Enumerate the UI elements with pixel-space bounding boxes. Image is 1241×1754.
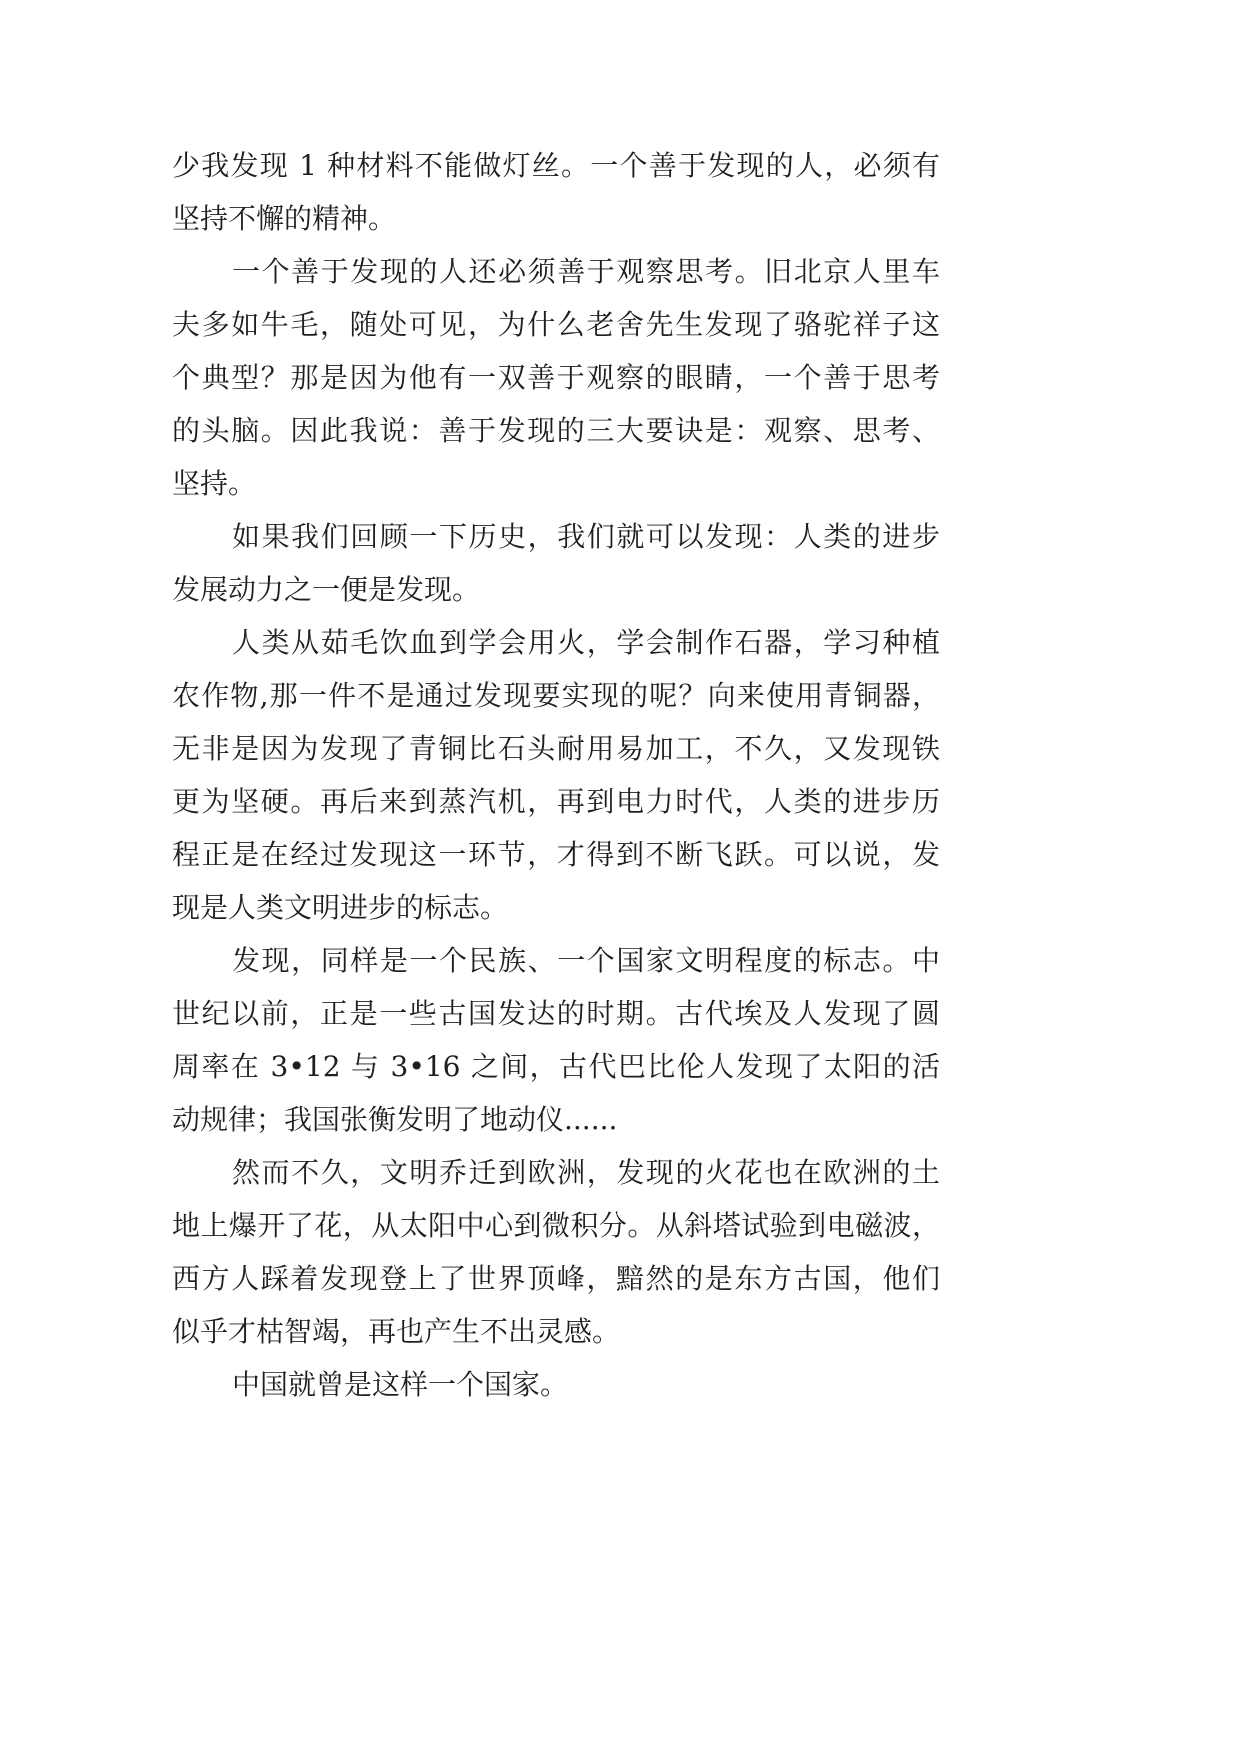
- text-line: 周率在 3•12 与 3•16 之间，古代巴比伦人发现了太阳的活: [172, 1050, 940, 1083]
- text-line: 一个善于发现的人还必须善于观察思考。旧北京人里车: [232, 255, 940, 288]
- text-line: 更为坚硬。再后来到蒸汽机，再到电力时代，人类的进步历: [172, 785, 940, 818]
- text-line: 坚持不懈的精神。: [172, 202, 397, 235]
- text-line: 的头脑。因此我说：善于发现的三大要诀是：观察、思考、: [172, 414, 940, 447]
- text-line: 世纪以前，正是一些古国发达的时期。古代埃及人发现了圆: [172, 997, 940, 1030]
- text-line: 人类从茹毛饮血到学会用火，学会制作石器，学习种植: [232, 626, 940, 659]
- paragraph: [172, 245, 940, 510]
- text-line: 中国就曾是这样一个国家。: [232, 1368, 569, 1401]
- paragraph: [172, 616, 940, 934]
- text-line: 似乎才枯智竭，再也产生不出灵感。: [172, 1315, 621, 1348]
- text-line: 夫多如牛毛，随处可见，为什么老舍先生发现了骆驼祥子这: [172, 308, 940, 341]
- text-line: 程正是在经过发现这一环节，才得到不断飞跃。可以说，发: [172, 838, 940, 871]
- text-line: 坚持。: [172, 467, 257, 500]
- text-line: 动规律；我国张衡发明了地动仪......: [172, 1103, 618, 1136]
- paragraph-continuation: [172, 139, 940, 245]
- text-line: 个典型？那是因为他有一双善于观察的眼睛，一个善于思考: [172, 361, 940, 394]
- text-line: 地上爆开了花，从太阳中心到微积分。从斜塔试验到电磁波，: [172, 1209, 940, 1242]
- text-line: 西方人踩着发现登上了世界顶峰，黯然的是东方古国，他们: [172, 1262, 940, 1295]
- body-text: [172, 139, 940, 1411]
- paragraph: [172, 1358, 940, 1411]
- paragraph: [172, 934, 940, 1146]
- text-line: 农作物,那一件不是通过发现要实现的呢？向来使用青铜器，: [172, 679, 940, 712]
- text-line: 少我发现 1 种材料不能做灯丝。一个善于发现的人，必须有: [172, 149, 940, 182]
- text-line: 发现，同样是一个民族、一个国家文明程度的标志。中: [232, 944, 940, 977]
- text-line: 如果我们回顾一下历史，我们就可以发现：人类的进步: [232, 520, 940, 553]
- paragraph: [172, 1146, 940, 1358]
- text-line: 发展动力之一便是发现。: [172, 573, 481, 606]
- text-line: 现是人类文明进步的标志。: [172, 891, 509, 924]
- text-line: 无非是因为发现了青铜比石头耐用易加工，不久，又发现铁: [172, 732, 940, 765]
- paragraph: [172, 510, 940, 616]
- text-line: 然而不久，文明乔迁到欧洲，发现的火花也在欧洲的土: [232, 1156, 940, 1189]
